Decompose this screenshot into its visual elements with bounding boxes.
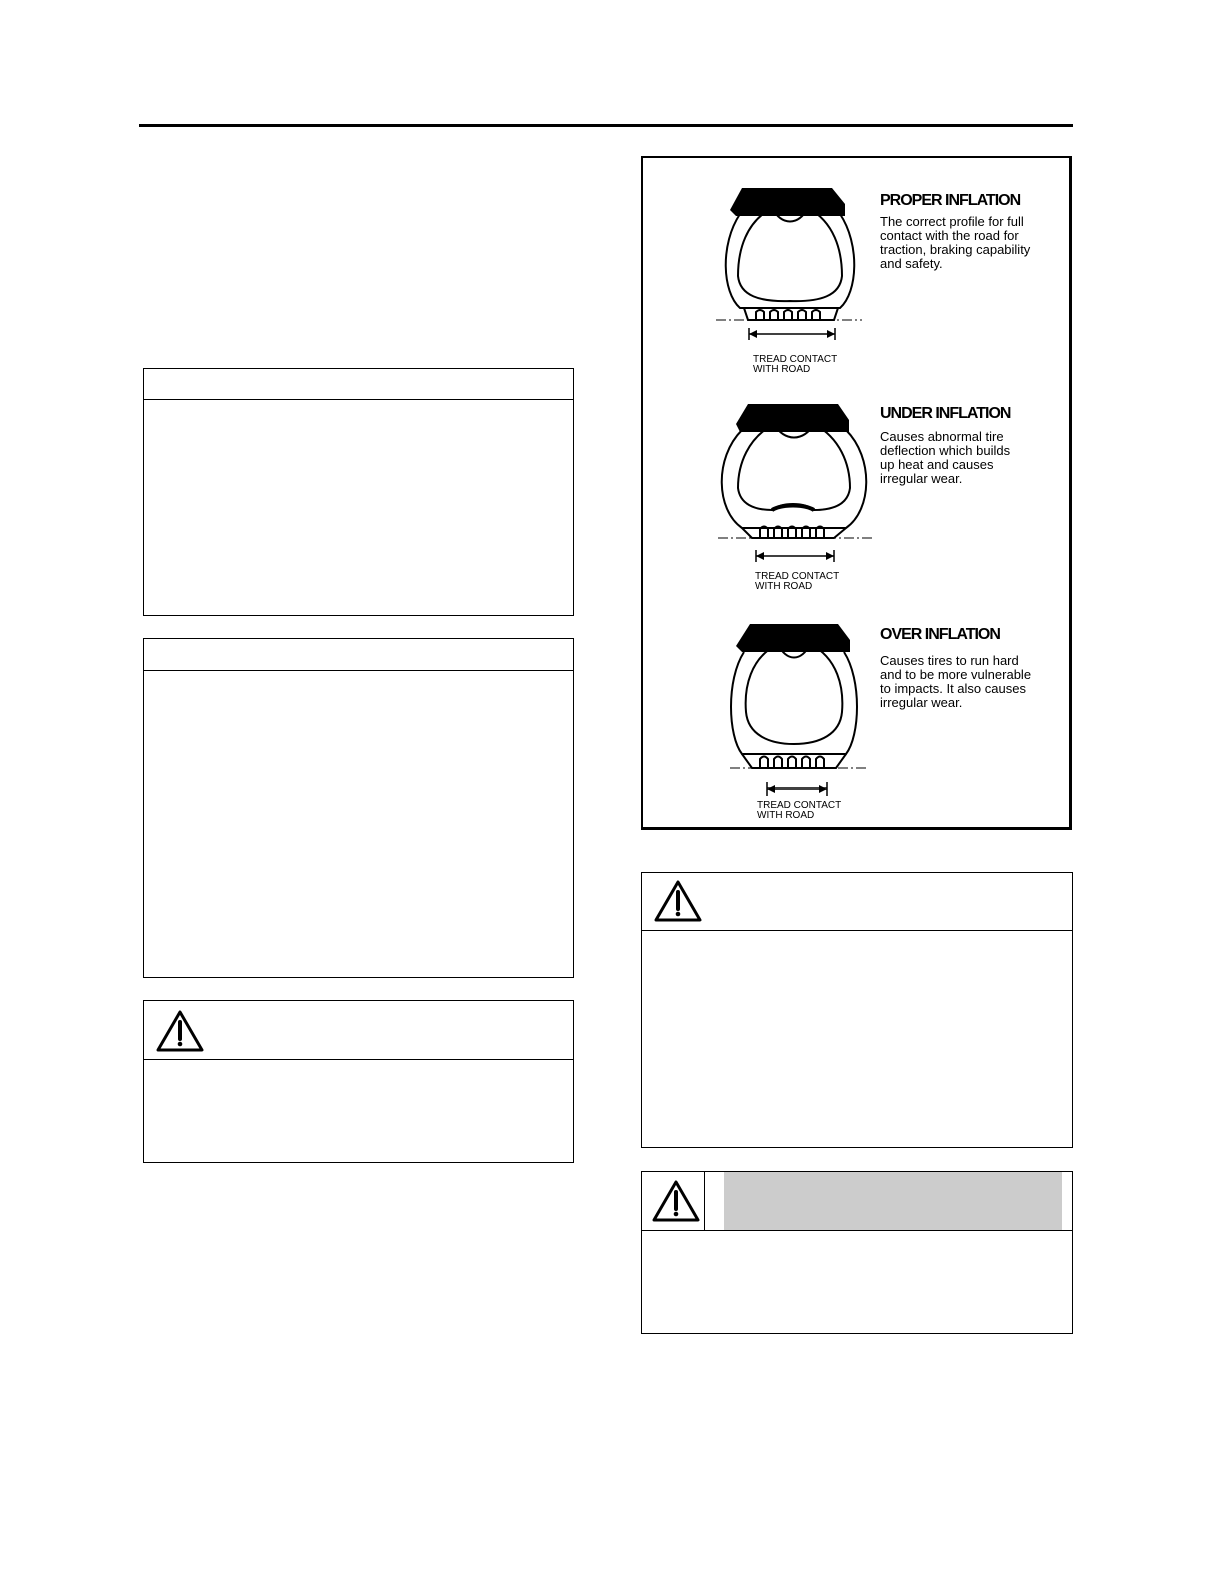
proper-inflation-tread-label: TREAD CONTACT WITH ROAD	[753, 354, 838, 375]
header-rule	[139, 124, 1073, 127]
over-inflation-description: Causes tires to run hard and to be more vulnerable to impacts. It also causes irregular wear.	[880, 653, 1032, 710]
tire-under-inflation-icon	[712, 398, 877, 563]
warning-box-left-header	[144, 1001, 573, 1060]
under-inflation-tread-label: TREAD CONTACT WITH ROAD	[755, 571, 840, 592]
warning-box-left	[143, 1000, 574, 1163]
warning-triangle-icon	[155, 1009, 205, 1053]
over-inflation-tread-label: TREAD CONTACT WITH ROAD	[757, 800, 842, 821]
proper-inflation-title: PROPER INFLATION	[880, 192, 1021, 209]
note-box-1-header	[144, 369, 573, 400]
warning-box-right-header	[642, 873, 1072, 931]
warning-triangle-icon	[653, 879, 703, 923]
tire-proper-inflation-icon	[712, 180, 867, 345]
proper-inflation-description: The correct profile for full contact with the road for traction, braking capability and safety.	[880, 214, 1031, 271]
warning-box-right	[641, 872, 1073, 1148]
warning-triangle-icon	[651, 1179, 701, 1223]
note-box-1	[143, 368, 574, 616]
under-inflation-title: UNDER INFLATION	[880, 405, 1011, 422]
caution-header-shade	[724, 1172, 1062, 1230]
over-inflation-title: OVER INFLATION	[880, 626, 1000, 643]
note-box-2-header	[144, 639, 573, 671]
caution-box-right	[641, 1171, 1073, 1334]
caution-box-right-header	[642, 1172, 1072, 1231]
under-inflation-description: Causes abnormal tire deflection which builds up heat and causes irregular wear.	[880, 429, 1011, 486]
tire-over-inflation-icon	[722, 618, 872, 788]
note-box-2	[143, 638, 574, 978]
over-inflation-dimension-arrow	[762, 780, 832, 798]
caution-header-divider	[704, 1172, 705, 1230]
